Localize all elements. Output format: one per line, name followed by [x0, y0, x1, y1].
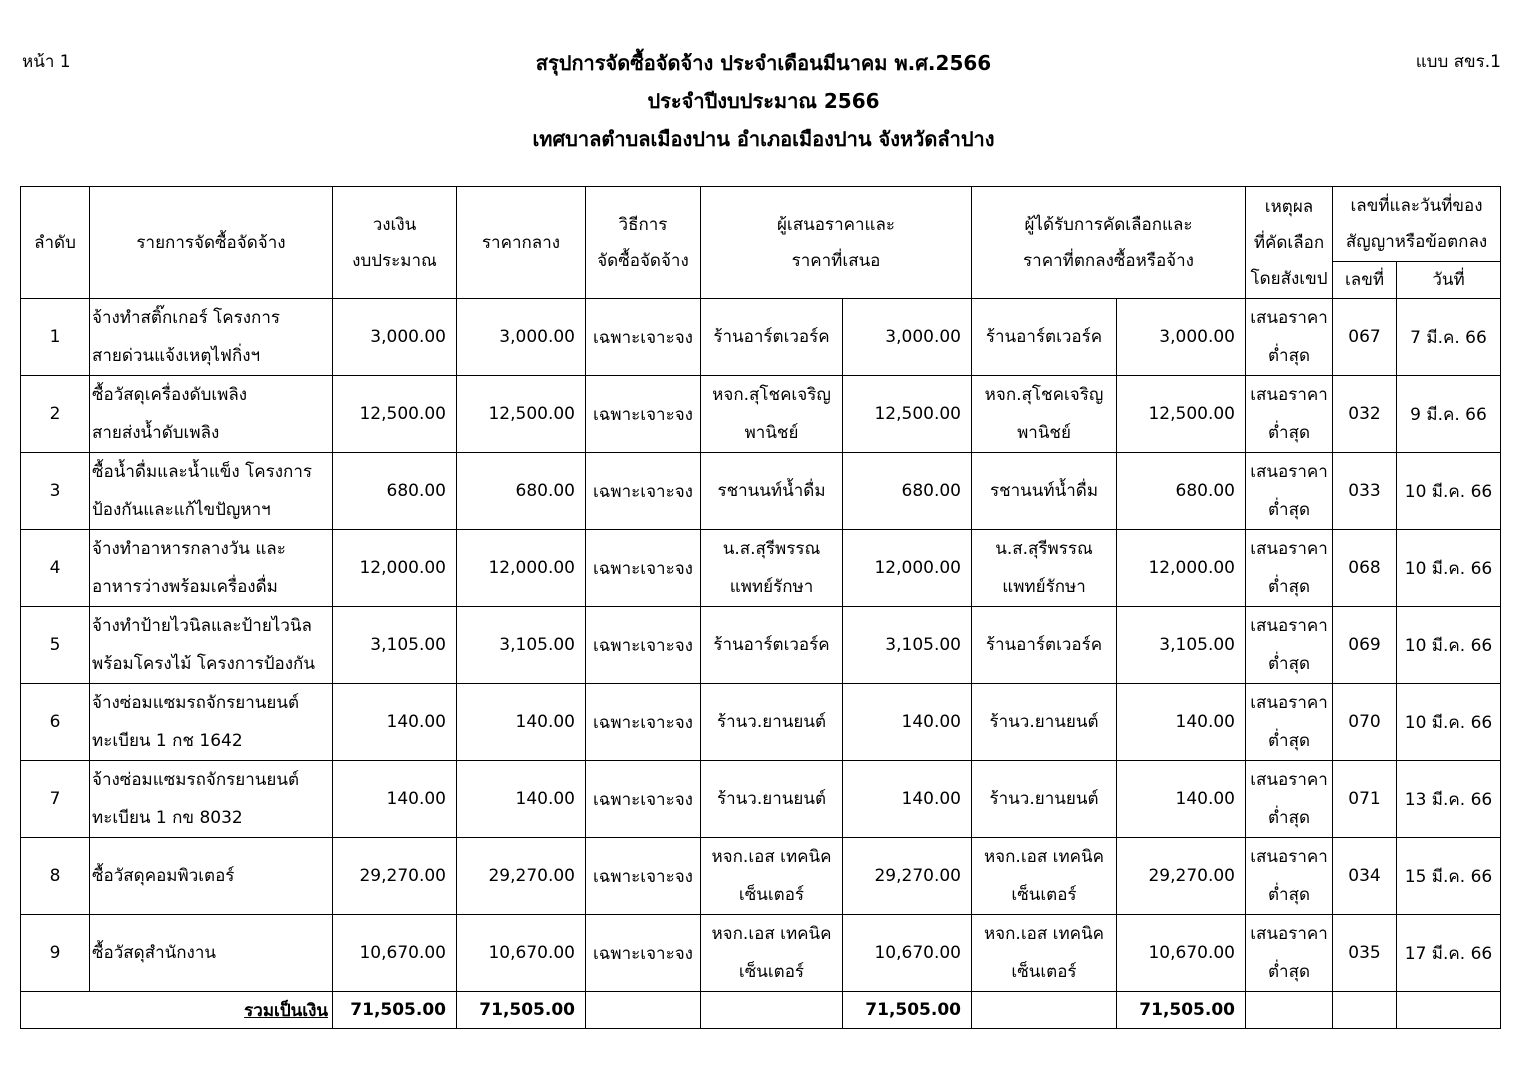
row-bidder-line-1: ร้านว.ยานยนต์: [717, 712, 826, 732]
row-contract-no: 068: [1333, 530, 1397, 607]
row-reason-line-1: เสนอราคา: [1250, 847, 1328, 867]
total-row: [21, 992, 1501, 1029]
col-header-contract-line-1: เลขที่และวันที่ของ: [1350, 196, 1483, 216]
col-header-ref-price: ราคากลาง: [457, 187, 586, 299]
row-reason-line-2: ต่ำสุด: [1267, 423, 1310, 443]
row-item-line-1: ซื้อวัสดุเครื่องดับเพลิง: [92, 385, 248, 405]
row-bid-price: 29,270.00: [843, 838, 972, 915]
total-ref-price: 71,505.00: [457, 992, 586, 1029]
row-method: เฉพาะเจาะจง: [586, 684, 701, 761]
row-method: เฉพาะเจาะจง: [586, 761, 701, 838]
row-reason: [1246, 299, 1333, 376]
row-reason-line-1: เสนอราคา: [1250, 385, 1328, 405]
row-reason-line-1: เสนอราคา: [1250, 924, 1328, 944]
row-item-line-2: พร้อมโครงไม้ โครงการป้องกัน: [92, 654, 315, 674]
row-contract-no: 067: [1333, 299, 1397, 376]
row-item-line-1: ซื้อวัสดุสำนักงาน: [92, 943, 217, 963]
row-item-line-2: ทะเบียน 1 กข 8032: [92, 808, 243, 828]
row-win-price: 140.00: [1117, 761, 1246, 838]
row-budget: 3,105.00: [333, 607, 457, 684]
row-winner: [972, 684, 1117, 761]
row-seq: 8: [21, 838, 90, 915]
row-bid-price: 3,000.00: [843, 299, 972, 376]
row-budget: 140.00: [333, 684, 457, 761]
row-method: เฉพาะเจาะจง: [586, 530, 701, 607]
row-item-line-1: จ้างทำป้ายไวนิลและป้ายไวนิล: [92, 616, 312, 636]
row-bidder: [701, 453, 843, 530]
row-contract-no: 034: [1333, 838, 1397, 915]
col-header-winner-line-1: ผู้ได้รับการคัดเลือกและ: [1024, 214, 1193, 235]
row-win-price: 10,670.00: [1117, 915, 1246, 992]
row-bidder-line-1: น.ส.สุรีพรรณ: [722, 539, 821, 559]
title-line-1: สรุปการจัดซื้อจัดจ้าง ประจำเดือนมีนาคม พ.ศ.2566: [535, 51, 992, 75]
row-method: เฉพาะเจาะจง: [586, 607, 701, 684]
row-method: เฉพาะเจาะจง: [586, 453, 701, 530]
total-win-price: 71,505.00: [1117, 992, 1246, 1029]
row-winner-line-2: แพทย์รักษา: [1002, 577, 1086, 597]
row-reason: [1246, 761, 1333, 838]
row-item-line-1: ซื้อน้ำดื่มและน้ำแข็ง โครงการ: [92, 462, 313, 482]
row-contract-date: 9 มี.ค. 66: [1397, 376, 1501, 453]
total-bid-price: 71,505.00: [843, 992, 972, 1029]
row-win-price: 3,000.00: [1117, 299, 1246, 376]
row-winner-line-2: เซ็นเตอร์: [1011, 885, 1077, 905]
row-bid-price: 680.00: [843, 453, 972, 530]
procurement-summary-table: [20, 186, 1501, 1029]
row-contract-no: 032: [1333, 376, 1397, 453]
total-reason-empty: [1246, 992, 1333, 1029]
row-reason-line-2: ต่ำสุด: [1267, 346, 1310, 366]
row-reason-line-1: เสนอราคา: [1250, 770, 1328, 790]
row-bidder-line-1: ร้านอาร์ตเวอร์ค: [713, 327, 830, 347]
row-contract-date: 10 มี.ค. 66: [1397, 684, 1501, 761]
row-bidder: [701, 684, 843, 761]
row-bidder-line-1: หจก.เอส เทคนิค: [711, 924, 832, 944]
row-item: [90, 915, 333, 992]
row-method: เฉพาะเจาะจง: [586, 376, 701, 453]
row-method: เฉพาะเจาะจง: [586, 299, 701, 376]
col-header-reason-line-3: โดยสังเขป: [1250, 268, 1328, 289]
table-row: [21, 915, 1501, 992]
col-header-winner: [972, 187, 1246, 299]
row-reason-line-2: ต่ำสุด: [1267, 577, 1310, 597]
table-row: [21, 376, 1501, 453]
row-item: [90, 376, 333, 453]
row-contract-date: 7 มี.ค. 66: [1397, 299, 1501, 376]
col-header-item: รายการจัดซื้อจัดจ้าง: [90, 187, 333, 299]
row-winner: [972, 915, 1117, 992]
row-winner: [972, 453, 1117, 530]
row-reason-line-1: เสนอราคา: [1250, 308, 1328, 328]
row-win-price: 12,500.00: [1117, 376, 1246, 453]
row-budget: 12,000.00: [333, 530, 457, 607]
row-winner-line-1: ร้านอาร์ตเวอร์ค: [985, 327, 1103, 347]
row-ref-price: 3,105.00: [457, 607, 586, 684]
table-row: [21, 299, 1501, 376]
row-bidder-line-1: หจก.สุโชคเจริญ: [712, 385, 831, 405]
row-reason: [1246, 838, 1333, 915]
col-header-contract-no: เลขที่: [1333, 262, 1397, 299]
row-win-price: 12,000.00: [1117, 530, 1246, 607]
table-row: [21, 838, 1501, 915]
row-contract-no: 071: [1333, 761, 1397, 838]
row-seq: 9: [21, 915, 90, 992]
row-winner-line-1: รชานนท์น้ำดื่ม: [989, 481, 1099, 501]
row-item-line-2: ทะเบียน 1 กช 1642: [92, 731, 243, 751]
page-number: หน้า 1: [22, 52, 71, 72]
row-item: [90, 299, 333, 376]
title-line-2: ประจำปีงบประมาณ 2566: [647, 89, 880, 113]
row-item: [90, 453, 333, 530]
row-item-line-2: ป้องกันและแก้ไขปัญหาฯ: [92, 500, 271, 520]
col-header-method-line-1: วิธีการ: [618, 214, 668, 235]
row-contract-date: 10 มี.ค. 66: [1397, 607, 1501, 684]
row-win-price: 29,270.00: [1117, 838, 1246, 915]
document-title-block: [0, 44, 1527, 158]
row-reason: [1246, 915, 1333, 992]
row-reason-line-1: เสนอราคา: [1250, 462, 1328, 482]
row-winner-line-1: ร้านอาร์ตเวอร์ค: [985, 635, 1103, 655]
row-winner-line-1: ร้านว.ยานยนต์: [989, 712, 1099, 732]
col-header-contract: [1333, 187, 1501, 262]
row-seq: 6: [21, 684, 90, 761]
row-budget: 3,000.00: [333, 299, 457, 376]
form-code: แบบ สขร.1: [1415, 52, 1501, 72]
row-winner-line-1: หจก.เอส เทคนิค: [983, 847, 1105, 867]
row-reason-line-1: เสนอราคา: [1250, 539, 1328, 559]
total-label: รวมเป็นเงิน: [21, 992, 333, 1029]
table-row: [21, 761, 1501, 838]
row-item-line-1: จ้างทำอาหารกลางวัน และ: [92, 539, 286, 559]
row-method: เฉพาะเจาะจง: [586, 915, 701, 992]
row-bidder-line-1: หจก.เอส เทคนิค: [711, 847, 832, 867]
row-reason: [1246, 376, 1333, 453]
col-header-bidders-line-2: ราคาที่เสนอ: [791, 250, 881, 271]
row-item: [90, 761, 333, 838]
row-budget: 10,670.00: [333, 915, 457, 992]
title-line-3: เทศบาลตำบลเมืองปาน อำเภอเมืองปาน จังหวัดลำปาง: [532, 127, 995, 151]
row-ref-price: 12,000.00: [457, 530, 586, 607]
col-header-contract-date: วันที่: [1397, 262, 1501, 299]
table-row: [21, 607, 1501, 684]
row-reason-line-2: ต่ำสุด: [1267, 654, 1310, 674]
row-bid-price: 3,105.00: [843, 607, 972, 684]
row-budget: 12,500.00: [333, 376, 457, 453]
row-bid-price: 12,500.00: [843, 376, 972, 453]
col-header-budget-line-1: วงเงิน: [372, 214, 417, 235]
row-item-line-1: จ้างทำสติ๊กเกอร์ โครงการ: [92, 308, 281, 328]
row-budget: 29,270.00: [333, 838, 457, 915]
col-header-reason-line-2: ที่คัดเลือก: [1253, 232, 1325, 253]
row-winner: [972, 838, 1117, 915]
row-winner: [972, 530, 1117, 607]
row-contract-no: 033: [1333, 453, 1397, 530]
row-bidder: [701, 838, 843, 915]
table-body: [21, 299, 1501, 992]
row-bidder-line-2: แพทย์รักษา: [729, 577, 814, 597]
row-reason-line-1: เสนอราคา: [1250, 616, 1328, 636]
row-contract-date: 17 มี.ค. 66: [1397, 915, 1501, 992]
row-bidder: [701, 530, 843, 607]
row-seq: 2: [21, 376, 90, 453]
total-contract-date-empty: [1397, 992, 1501, 1029]
row-winner: [972, 761, 1117, 838]
row-bidder: [701, 299, 843, 376]
row-winner: [972, 376, 1117, 453]
row-winner-line-1: น.ส.สุรีพรรณ: [995, 539, 1093, 559]
row-item-line-1: จ้างซ่อมแซมรถจักรยานยนต์: [92, 770, 300, 790]
row-winner-line-1: หจก.เอส เทคนิค: [983, 924, 1105, 944]
row-item: [90, 838, 333, 915]
row-winner: [972, 607, 1117, 684]
row-winner: [972, 299, 1117, 376]
row-contract-no: 035: [1333, 915, 1397, 992]
col-header-bidders: [701, 187, 972, 299]
row-ref-price: 29,270.00: [457, 838, 586, 915]
row-reason-line-2: ต่ำสุด: [1267, 500, 1310, 520]
col-header-winner-line-2: ราคาที่ตกลงซื้อหรือจ้าง: [1023, 250, 1194, 271]
row-bid-price: 12,000.00: [843, 530, 972, 607]
row-winner-line-2: เซ็นเตอร์: [1011, 962, 1077, 982]
table-row: [21, 453, 1501, 530]
col-header-reason-line-1: เหตุผล: [1264, 196, 1314, 217]
row-bidder-line-2: เซ็นเตอร์: [738, 885, 805, 905]
row-ref-price: 12,500.00: [457, 376, 586, 453]
col-header-budget-line-2: งบประมาณ: [352, 250, 437, 271]
row-reason-line-2: ต่ำสุด: [1267, 962, 1310, 982]
row-bidder: [701, 376, 843, 453]
row-item-line-1: จ้างซ่อมแซมรถจักรยานยนต์: [92, 693, 300, 713]
total-bidder-empty: [701, 992, 843, 1029]
row-reason-line-2: ต่ำสุด: [1267, 731, 1310, 751]
row-method: เฉพาะเจาะจง: [586, 838, 701, 915]
row-reason-line-2: ต่ำสุด: [1267, 885, 1310, 905]
row-contract-date: 10 มี.ค. 66: [1397, 453, 1501, 530]
row-seq: 5: [21, 607, 90, 684]
total-budget: 71,505.00: [333, 992, 457, 1029]
row-bidder-line-2: พานิชย์: [744, 423, 799, 443]
row-winner-line-1: หจก.สุโชคเจริญ: [984, 385, 1104, 405]
table-row: [21, 684, 1501, 761]
total-winner-empty: [972, 992, 1117, 1029]
col-header-bidders-line-1: ผู้เสนอราคาและ: [776, 214, 896, 235]
row-bidder-line-2: เซ็นเตอร์: [738, 962, 805, 982]
row-item: [90, 607, 333, 684]
row-bid-price: 140.00: [843, 684, 972, 761]
row-win-price: 140.00: [1117, 684, 1246, 761]
col-header-seq: ลำดับ: [21, 187, 90, 299]
row-bid-price: 10,670.00: [843, 915, 972, 992]
col-header-contract-line-2: สัญญาหรือข้อตกลง: [1345, 232, 1488, 252]
row-item-line-2: สายด่วนแจ้งเหตุไฟกิ่งฯ: [92, 346, 261, 366]
row-seq: 4: [21, 530, 90, 607]
row-reason: [1246, 530, 1333, 607]
row-ref-price: 10,670.00: [457, 915, 586, 992]
total-contract-no-empty: [1333, 992, 1397, 1029]
row-contract-date: 15 มี.ค. 66: [1397, 838, 1501, 915]
row-budget: 680.00: [333, 453, 457, 530]
row-ref-price: 680.00: [457, 453, 586, 530]
row-contract-date: 10 มี.ค. 66: [1397, 530, 1501, 607]
row-budget: 140.00: [333, 761, 457, 838]
row-bidder-line-1: ร้านอาร์ตเวอร์ค: [713, 635, 830, 655]
row-ref-price: 3,000.00: [457, 299, 586, 376]
col-header-method-line-2: จัดซื้อจัดจ้าง: [597, 250, 689, 271]
row-contract-date: 13 มี.ค. 66: [1397, 761, 1501, 838]
row-ref-price: 140.00: [457, 684, 586, 761]
row-contract-no: 070: [1333, 684, 1397, 761]
row-reason-line-2: ต่ำสุด: [1267, 808, 1310, 828]
row-item-line-1: ซื้อวัสดุคอมพิวเตอร์: [92, 866, 235, 886]
row-item-line-2: สายส่งน้ำดับเพลิง: [92, 423, 220, 443]
table-row: [21, 530, 1501, 607]
row-bidder: [701, 761, 843, 838]
total-method-empty: [586, 992, 701, 1029]
row-seq: 7: [21, 761, 90, 838]
row-bidder-line-1: รชานนท์น้ำดื่ม: [717, 481, 826, 501]
row-seq: 1: [21, 299, 90, 376]
row-bidder-line-1: ร้านว.ยานยนต์: [717, 789, 826, 809]
row-winner-line-2: พานิชย์: [1017, 423, 1071, 443]
col-header-method: [586, 187, 701, 299]
row-ref-price: 140.00: [457, 761, 586, 838]
col-header-reason: [1246, 187, 1333, 299]
row-bidder: [701, 607, 843, 684]
row-bidder: [701, 915, 843, 992]
row-bid-price: 140.00: [843, 761, 972, 838]
row-win-price: 680.00: [1117, 453, 1246, 530]
row-reason: [1246, 684, 1333, 761]
row-reason: [1246, 453, 1333, 530]
row-reason-line-1: เสนอราคา: [1250, 693, 1328, 713]
row-contract-no: 069: [1333, 607, 1397, 684]
col-header-budget: [333, 187, 457, 299]
row-reason: [1246, 607, 1333, 684]
row-item: [90, 684, 333, 761]
row-item-line-2: อาหารว่างพร้อมเครื่องดื่ม: [92, 577, 278, 597]
row-winner-line-1: ร้านว.ยานยนต์: [989, 789, 1099, 809]
row-seq: 3: [21, 453, 90, 530]
row-item: [90, 530, 333, 607]
row-win-price: 3,105.00: [1117, 607, 1246, 684]
